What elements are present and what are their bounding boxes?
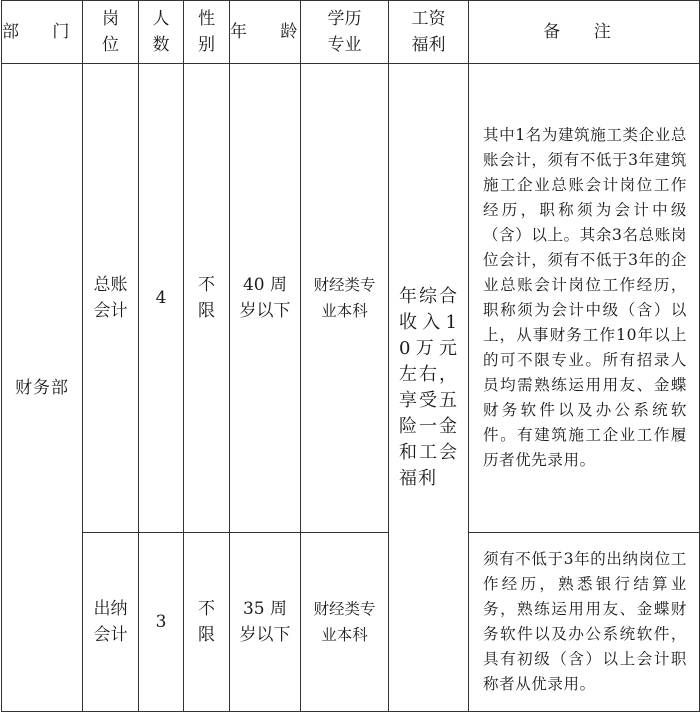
header-welfare: 工资 福利 bbox=[389, 1, 469, 64]
notes-cell: 须有不低于3年的出纳岗位工作经历，熟悉银行结算业务，熟练运用用友、金蝶财务软件以及办公系统软件，具有初级（含）以上会计职称者从优录用。 bbox=[469, 533, 700, 712]
table-row bbox=[2, 64, 700, 533]
header-count: 人 数 bbox=[139, 1, 184, 64]
header-notes: 备 注 bbox=[469, 1, 700, 64]
position-cell: 总账会计 bbox=[83, 64, 139, 533]
age-cell: 35 周岁以下 bbox=[230, 533, 301, 712]
header-education: 学历 专业 bbox=[301, 1, 389, 64]
age-cell: 40 周岁以下 bbox=[230, 64, 301, 533]
header-gender: 性 别 bbox=[184, 1, 230, 64]
header-position: 岗 位 bbox=[83, 1, 139, 64]
header-department: 部 门 bbox=[2, 1, 83, 64]
notes-cell: 其中1名为建筑施工类企业总账会计，须有不低于3年建筑施工企业总账会计岗位工作经历，职称须为会计中级（含）以上。其余3名总账岗位会计，须有不低于3年的企业总账会计岗位工作经历，职称须为会计中级（含）以上，从事财务工作10年以上的可不限专业。所有招录人员均需熟练运用用友、金蝶财务软件以及办公系统软件。有建筑施工企业工作履历者优先录用。 bbox=[469, 64, 700, 533]
welfare-cell: 年综合收入10万元左右，享受五险一金和工会福利 bbox=[389, 64, 469, 712]
header-age: 年 龄 bbox=[230, 1, 301, 64]
table-row bbox=[2, 533, 700, 712]
recruitment-table bbox=[1, 0, 700, 712]
header-row bbox=[2, 1, 700, 64]
gender-cell: 不限 bbox=[184, 64, 230, 533]
count-cell: 4 bbox=[139, 64, 184, 533]
education-cell: 财经类专业本科 bbox=[301, 533, 389, 712]
count-cell: 3 bbox=[139, 533, 184, 712]
gender-cell: 不限 bbox=[184, 533, 230, 712]
education-cell: 财经类专业本科 bbox=[301, 64, 389, 533]
position-cell: 出纳会计 bbox=[83, 533, 139, 712]
department-cell: 财务部 bbox=[2, 64, 83, 712]
